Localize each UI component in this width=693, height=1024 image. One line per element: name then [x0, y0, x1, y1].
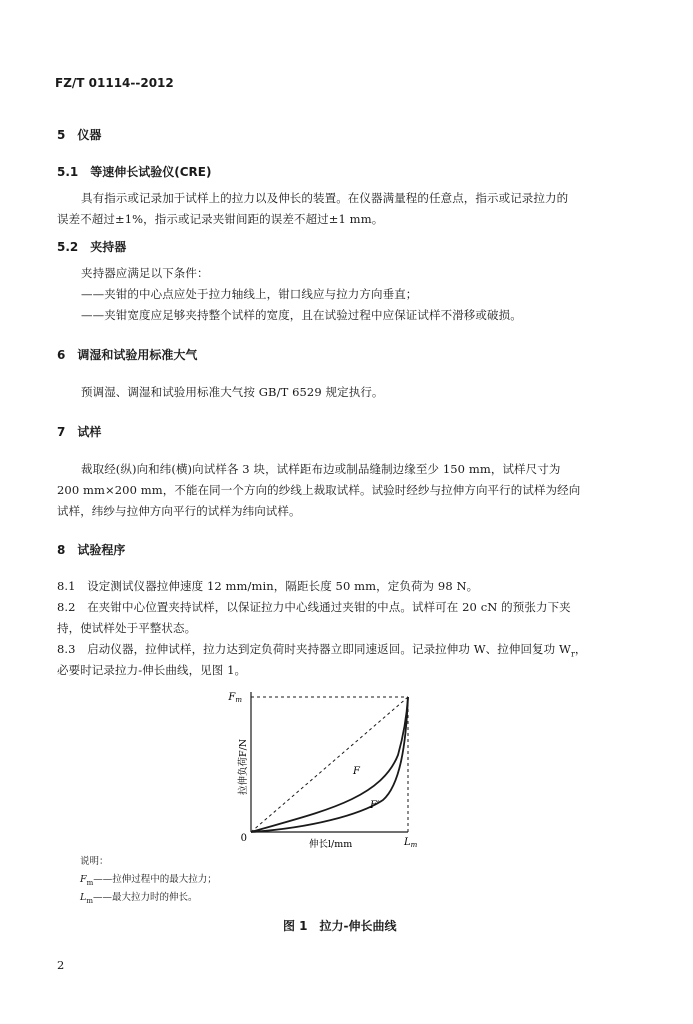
section-8-2-line2: 持，使试样处于平整状态。 [57, 621, 197, 635]
legend-item-lmax-symbol: L [80, 892, 87, 903]
section-8-3-line1-sub: r [570, 649, 575, 659]
x-axis-label: 伸长l/mm [309, 839, 353, 850]
section-6-line1: 预调湿、调湿和试验用标准大气按 GB/T 6529 规定执行。 [81, 385, 384, 399]
standard-code: FZ/T 01114--2012 [55, 76, 174, 90]
y-axis-label: 拉伸负荷F/N [238, 738, 249, 795]
section-5-1-para-line2: 误差不超过±1%，指示或记录夹钳间距的误差不超过±1 mm。 [57, 212, 384, 226]
section-7-line1: 裁取经(纵)向和纬(横)向试样各 3 块，试样距布边或制品缝制边缘至少 150 mm，试样尺寸为 [81, 462, 561, 476]
lmax-label-sub: m [410, 841, 418, 849]
fmax-label-sub: m [235, 696, 242, 704]
lmax-label-base: L [404, 837, 411, 848]
legend-item-lmax-text: ——最大拉力时的伸长。 [92, 892, 198, 903]
section-5-2-line1: 夹持器应满足以下条件： [81, 266, 209, 280]
section-7-heading: 7 试样 [57, 425, 102, 439]
legend-item-lmax [80, 889, 197, 905]
section-8-3-line1-end: ， [574, 642, 587, 656]
page-number: 2 [57, 958, 65, 972]
section-5-2-heading: 5.2 夹持器 [57, 240, 127, 254]
section-7-line2: 200 mm×200 mm，不能在同一个方向的纱线上裁取试样。试验时经纱与拉伸方向平行的试样为经向 [57, 483, 581, 497]
section-5-2-line2: ——夹钳的中心点应处于拉力轴线上，钳口线应与拉力方向垂直； [81, 287, 418, 301]
section-7-line3: 试样，纬纱与拉伸方向平行的试样为纬向试样。 [57, 504, 301, 518]
lmax-label [403, 837, 418, 849]
section-8-3-line1-text: 8.3 启动仪器，拉伸试样，拉力达到定负荷时夹持器立即同速返回。记录拉伸功 W、拉伸回复功 W [57, 642, 571, 656]
diagonal-dashed-line [251, 697, 408, 832]
fmax-label [227, 692, 242, 704]
section-8-heading: 8 试验程序 [57, 543, 126, 557]
origin-label: 0 [240, 833, 247, 844]
legend-item-fmax [80, 871, 217, 887]
section-8-1-line: 8.1 设定测试仪器拉伸速度 12 mm/min，隔距长度 50 mm，定负荷为 98 N。 [57, 579, 479, 593]
legend-item-fmax-text: ——拉伸过程中的最大拉力； [93, 874, 217, 885]
section-8-3-line2: 必要时记录拉力-伸长曲线，见图 1。 [57, 663, 247, 677]
figure-caption: 图 1 拉力-伸长曲线 [283, 919, 397, 933]
section-8-2-line1: 8.2 在夹钳中心位置夹持试样，以保证拉力中心线通过夹钳的中点。试样可在 20 cN 的预张力下夹 [57, 600, 571, 614]
curve-fprime-label: F′ [370, 800, 380, 811]
legend-item-fmax-symbol: F [80, 874, 87, 885]
section-5-1-para-line1: 具有指示或记录加于试样上的拉力以及伸长的装置。在仪器满量程的任意点，指示或记录拉力的 [81, 191, 569, 205]
legend-title: 说明： [80, 856, 109, 867]
section-5-1-heading: 5.1 等速伸长试验仪(CRE) [57, 165, 212, 179]
legend-item-lmax-sub: m [86, 896, 93, 905]
section-5-2-line3: ——夹钳宽度应足够夹持整个试样的宽度，且在试验过程中应保证试样不滑移或破损。 [81, 308, 522, 322]
curve-f-label: F [353, 766, 360, 777]
fmax-label-base: F [228, 692, 236, 703]
section-5-heading: 5 仪器 [57, 128, 102, 142]
legend-item-fmax-sub: m [86, 878, 94, 887]
section-6-heading: 6 调湿和试验用标准大气 [57, 348, 198, 362]
